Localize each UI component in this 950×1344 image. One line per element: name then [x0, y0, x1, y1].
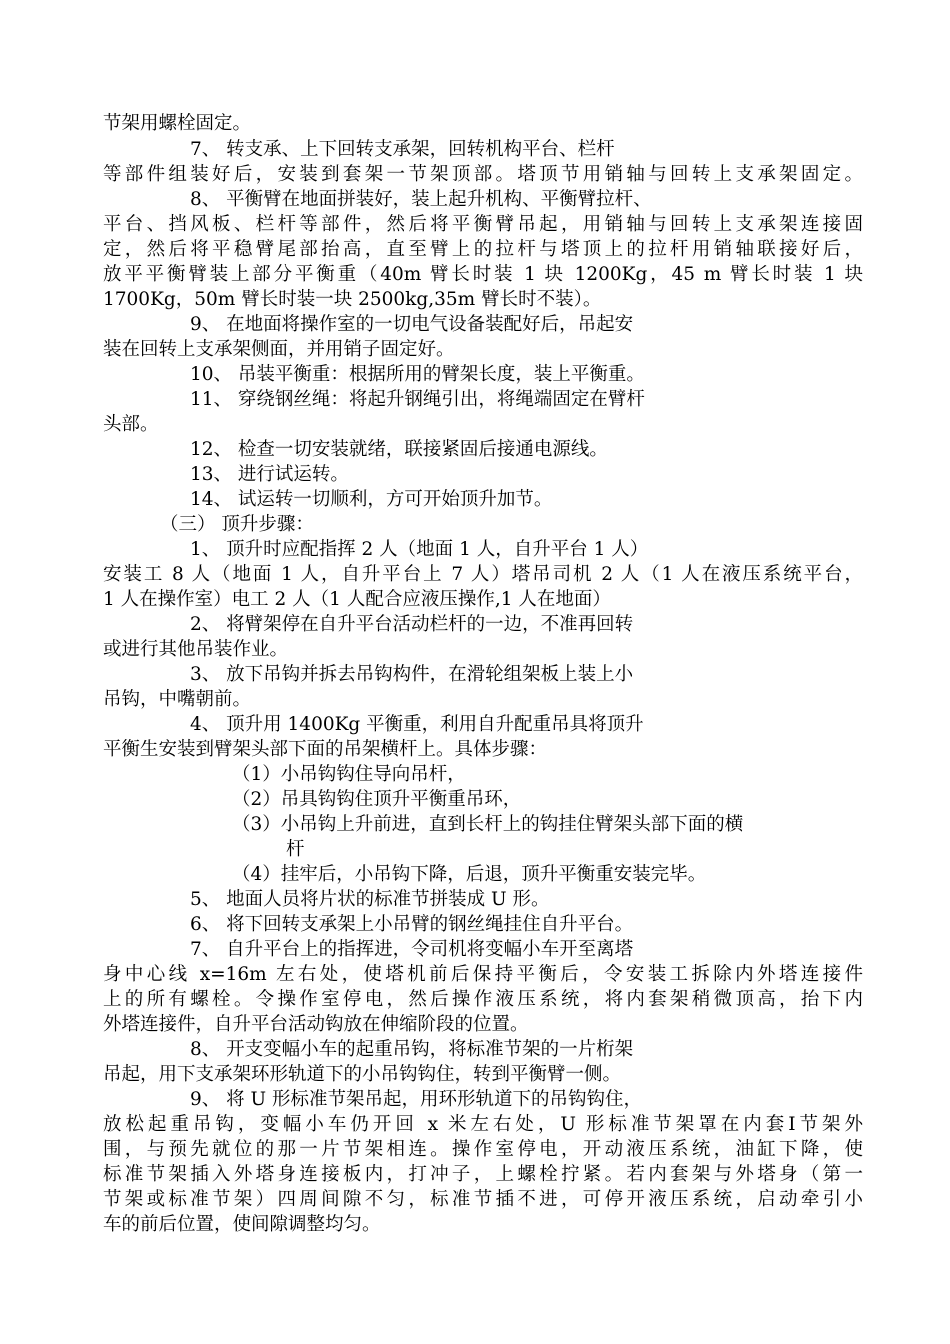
list-item-heading: 7、 转支承、上下回转支承架，回转机构平台、栏杆 — [190, 139, 615, 160]
text-line: 头部。 — [103, 414, 159, 435]
list-item-heading: 9、 将 U 形标准节架吊起，用环形轨道下的吊钩钩住， — [190, 1089, 643, 1110]
list-item-heading: 3、 放下吊钩并拆去吊钩构件，在滑轮组架板上装上小 — [190, 664, 634, 685]
text-line: 节架用螺栓固定。 — [103, 113, 252, 134]
list-item-heading: 2、 将臂架停在自升平台活动栏杆的一边，不准再回转 — [190, 614, 634, 635]
text-line: 平衡生安装到臂架头部下面的吊架横杆上。具体步骤： — [103, 739, 548, 760]
list-item-heading: 8、 开支变幅小车的起重吊钩，将标准节架的一片桁架 — [190, 1039, 634, 1060]
list-item-heading: 6、 将下回转支承架上小吊臂的钢丝绳挂住自升平台。 — [190, 914, 634, 935]
sub-step: （1）小吊钩钩住导向吊杆， — [232, 764, 466, 785]
list-item-heading: 8、 平衡臂在地面拼装好，装上起升机构、平衡臂拉杆、 — [190, 189, 652, 210]
sub-step-continuation: 杆 — [286, 839, 305, 860]
text-line: 安装工 8 人（地面 1 人，自升平台上 7 人）塔吊司机 2 人（1 人在液压系统平台， — [103, 564, 863, 585]
list-item-heading: 5、 地面人员将片状的标准节拼装成 U 形。 — [190, 889, 550, 910]
text-line: 身中心线 x=16m 左右处，使塔机前后保持平衡后，令安装工拆除内外塔连接件 — [103, 964, 863, 985]
text-line: 标准节架插入外塔身连接板内，打冲子，上螺栓拧紧。若内套架与外塔身（第一 — [103, 1164, 863, 1185]
sub-step: （2）吊具钩钩住顶升平衡重吊环， — [232, 789, 522, 810]
text-line: 放松起重吊钩，变幅小车仍开回 x 米左右处，U 形标准节架罩在内套Ⅰ节架外 — [103, 1114, 863, 1135]
text-line: 吊起，用下支承架环形轨道下的小吊钩钩住，转到平衡臂一侧。 — [103, 1064, 622, 1085]
text-line: 等部件组装好后，安装到套架一节架顶部。塔顶节用销轴与回转上支承架固定。 — [103, 164, 863, 185]
list-item-heading: 4、 顶升用 1400Kg 平衡重，利用自升配重吊具将顶升 — [190, 714, 644, 735]
text-line: 节架或标准节架）四周间隙不匀，标准节插不进，可停开液压系统，启动牵引小 — [103, 1189, 863, 1210]
text-line: 围，与预先就位的那一片节架相连。操作室停电，开动液压系统，油缸下降，使 — [103, 1139, 863, 1160]
sub-step: （4）挂牢后，小吊钩下降，后退，顶升平衡重安装完毕。 — [232, 864, 707, 885]
list-item-heading: 1、 顶升时应配指挥 2 人（地面 1 人，自升平台 1 人） — [190, 539, 649, 560]
text-line: 外塔连接件，自升平台活动钩放在伸缩阶段的位置。 — [103, 1014, 529, 1035]
section-heading: （三） 顶升步骤： — [160, 514, 314, 535]
text-line: 装在回转上支承架侧面，并用销子固定好。 — [103, 339, 455, 360]
text-line: 放平平衡臂装上部分平衡重（40m 臂长时装 1 块 1200Kg，45 m 臂长时装 1 块 — [103, 264, 863, 285]
text-line: 平台、挡风板、栏杆等部件，然后将平衡臂吊起，用销轴与回转上支承架连接固 — [103, 214, 863, 235]
text-line: 吊钩，中嘴朝前。 — [103, 689, 252, 710]
sub-step: （3）小吊钩上升前进，直到长杆上的钩挂住臂架头部下面的横 — [232, 814, 744, 835]
list-item-heading: 14、 试运转一切顺利，方可开始顶升加节。 — [190, 489, 553, 510]
text-line: 1700Kg，50m 臂长时装一块 2500kg,35m 臂长时不装）。 — [103, 289, 602, 310]
text-line: 1 人在操作室）电工 2 人（1 人配合应液压操作,1 人在地面） — [103, 589, 611, 610]
list-item-heading: 9、 在地面将操作室的一切电气设备装配好后，吊起安 — [190, 314, 634, 335]
list-item-heading: 10、 吊装平衡重：根据所用的臂架长度，装上平衡重。 — [190, 364, 645, 385]
list-item-heading: 13、 进行试运转。 — [190, 464, 349, 485]
list-item-heading: 7、 自升平台上的指挥进，令司机将变幅小车开至离塔 — [190, 939, 634, 960]
text-line: 上的所有螺栓。令操作室停电，然后操作液压系统，将内套架稍微顶高，抬下内 — [103, 989, 863, 1010]
text-line: 车的前后位置，使间隙调整均匀。 — [103, 1214, 381, 1235]
list-item-heading: 11、 穿绕钢丝绳：将起升钢绳引出，将绳端固定在臂杆 — [190, 389, 645, 410]
text-line: 或进行其他吊装作业。 — [103, 639, 289, 660]
list-item-heading: 12、 检查一切安装就绪，联接紧固后接通电源线。 — [190, 439, 608, 460]
text-line: 定，然后将平稳臂尾部抬高，直至臂上的拉杆与塔顶上的拉杆用销轴联接好后， — [103, 239, 863, 260]
